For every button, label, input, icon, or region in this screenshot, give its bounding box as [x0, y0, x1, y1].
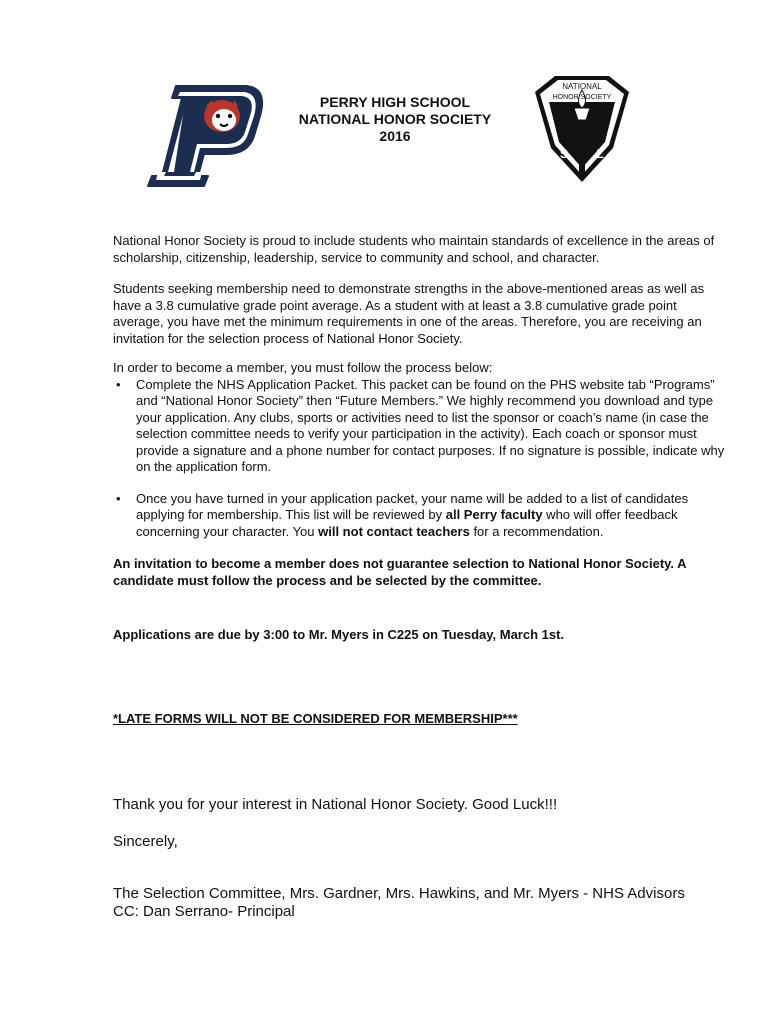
late-forms-notice: *LATE FORMS WILL NOT BE CONSIDERED FOR MEMBERSHIP*** — [113, 711, 518, 726]
seal-letter-l: L — [596, 147, 604, 161]
signature-block — [113, 885, 685, 921]
school-name: PERRY HIGH SCHOOL — [319, 94, 471, 110]
bullet-2-text-a: Once you have turned in your application packet, your name will be added to a list of candidates applying for membership. This list will be reviewed by — [136, 490, 689, 522]
seal-text-national: NATIONAL — [562, 82, 602, 91]
society-name: NATIONAL HONOR SOCIETY — [298, 111, 492, 127]
bullet-2-bold-no-contact: will not contact teachers — [318, 523, 470, 539]
list-item — [113, 491, 728, 541]
cc-line: CC: Dan Serrano- Principal — [113, 903, 295, 920]
seal-letter-s: S — [559, 147, 569, 161]
year: 2016 — [379, 128, 411, 144]
bullet-2-bold-faculty: all Perry faculty — [445, 507, 543, 522]
seal-text-honor-society: HONOR SOCIETY — [552, 94, 612, 101]
bullet-2-text-c: for a recommendation. — [469, 523, 604, 539]
bullet-1-text: Complete the NHS Application Packet. This packet can be found on the PHS website tab “Programs” and “National Honor Society” then “Future Members.” We highly recommend you download and type your application. Any clubs, sports or activities need to list the sponsor or coach’s name (in case the selection committee needs to verify your participation in the activity). Each coach or sponsor must provide a signature and a phone number for contact purposes. If no signature is possible, indicate why on the application form. — [136, 376, 725, 474]
thank-you-line: Thank you for your interest in National Honor Society. Good Luck!!! — [113, 796, 558, 813]
intro-paragraph: National Honor Society is proud to include students who maintain standards of excellence in the areas of scholarship, citizenship, leadership, service to community and school, and character. — [113, 233, 715, 265]
process-list — [113, 377, 728, 541]
panther-mascot-icon — [204, 100, 240, 132]
due-date-notice: Applications are due by 3:00 to Mr. Myers in C225 on Tuesday, March 1st. — [113, 627, 565, 642]
bullet-2-text-b: who will offer feedback concerning your character. You — [136, 507, 678, 539]
process-intro: In order to become a member, you must follow the process below: — [113, 360, 493, 375]
perry-p-logo — [146, 80, 264, 190]
sincerely-line: Sincerely, — [113, 833, 178, 850]
letter-body — [113, 233, 728, 589]
header-title — [290, 94, 500, 145]
nhs-seal-icon — [533, 72, 631, 184]
signature-line: The Selection Committee, Mrs. Gardner, Mrs. Hawkins, and Mr. Myers - NHS Advisors — [113, 885, 685, 902]
list-item — [113, 377, 728, 476]
guarantee-warning: An invitation to become a member does not guarantee selection to National Honor Society. A candidate must follow the process and be selected by the committee. — [113, 556, 687, 588]
requirements-paragraph: Students seeking membership need to demonstrate strengths in the above-mentioned areas as well as have a 3.8 cumulative grade point average. As a student with at least a 3.8 cumulative grade point average, you have met the minimum requirements in one of the areas. Therefore, you are receiving an invitation for the selection process of National Honor Society. — [113, 281, 705, 346]
